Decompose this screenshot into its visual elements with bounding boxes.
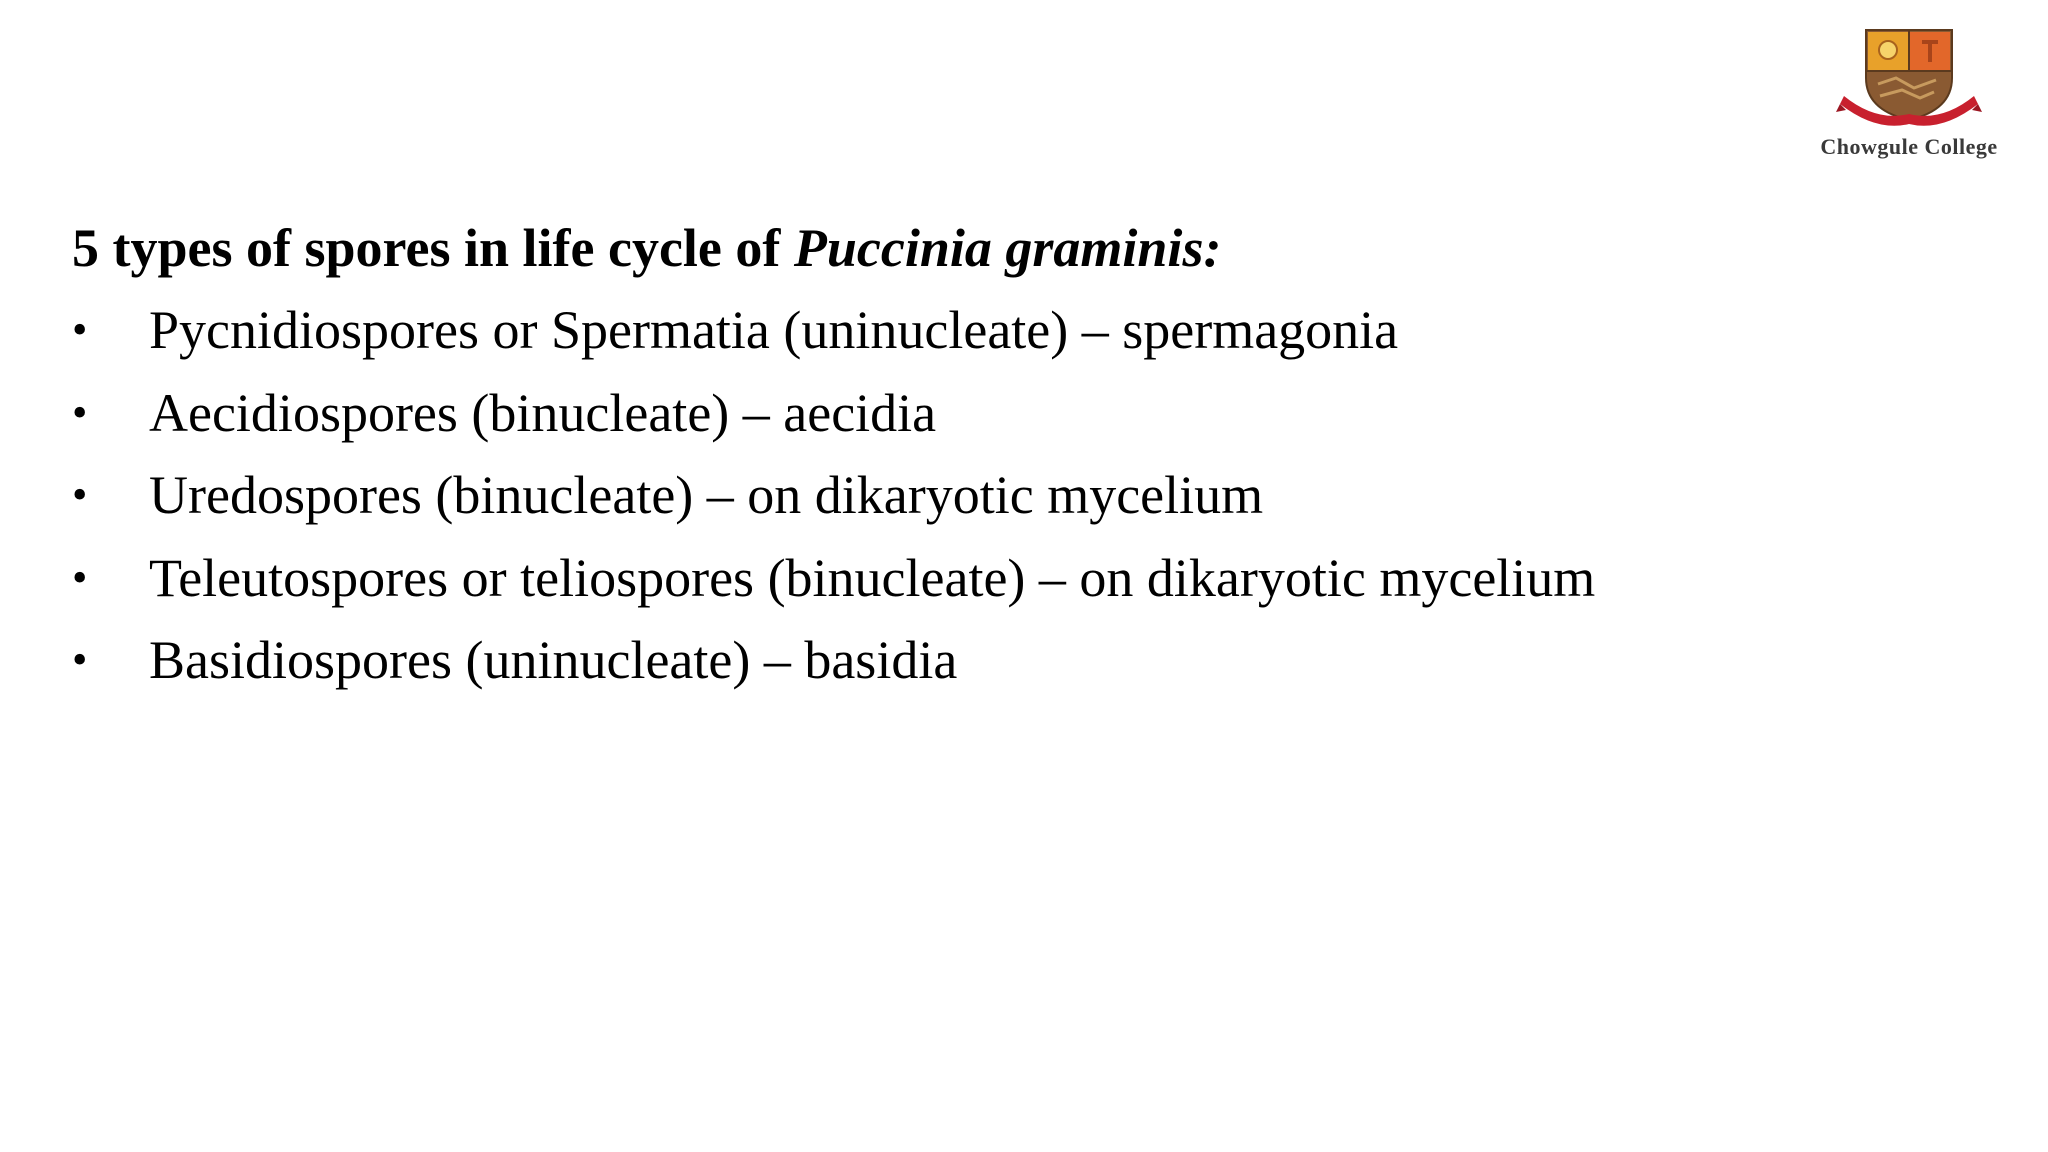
list-item-text: Aecidiospores (binucleate) – aecidia [149,382,937,443]
heading-species: Puccinia graminis: [793,218,1222,278]
bullet-icon: • [72,387,88,437]
bullet-icon: • [72,305,88,354]
list-item [72,548,1972,608]
bullet-icon: • [72,552,88,602]
heading-prefix: 5 types of spores in life cycle of [72,218,794,278]
spore-types-list [72,300,1972,690]
college-logo [1796,26,2022,166]
list-item [72,300,1972,360]
list-item [72,630,1972,690]
list-item-text: Pycnidiospores or Spermatia (uninucleate) – spermagonia [149,300,1399,360]
list-item-text: Uredospores (binucleate) – on dikaryotic mycelium [149,465,1264,525]
list-item-text: Teleutospores or teliospores (binucleate) – on dikaryotic mycelium [149,547,1596,608]
slide-heading [72,218,1972,278]
bullet-icon: • [72,635,88,684]
college-crest-icon [1836,26,1982,130]
list-item [72,465,1972,525]
list-item-text: Basidiospores (uninucleate) – basidia [149,630,958,690]
logo-text: Chowgule College [1820,134,1998,159]
slide-content [72,218,1972,713]
bullet-icon: • [72,470,88,519]
list-item [72,383,1972,443]
